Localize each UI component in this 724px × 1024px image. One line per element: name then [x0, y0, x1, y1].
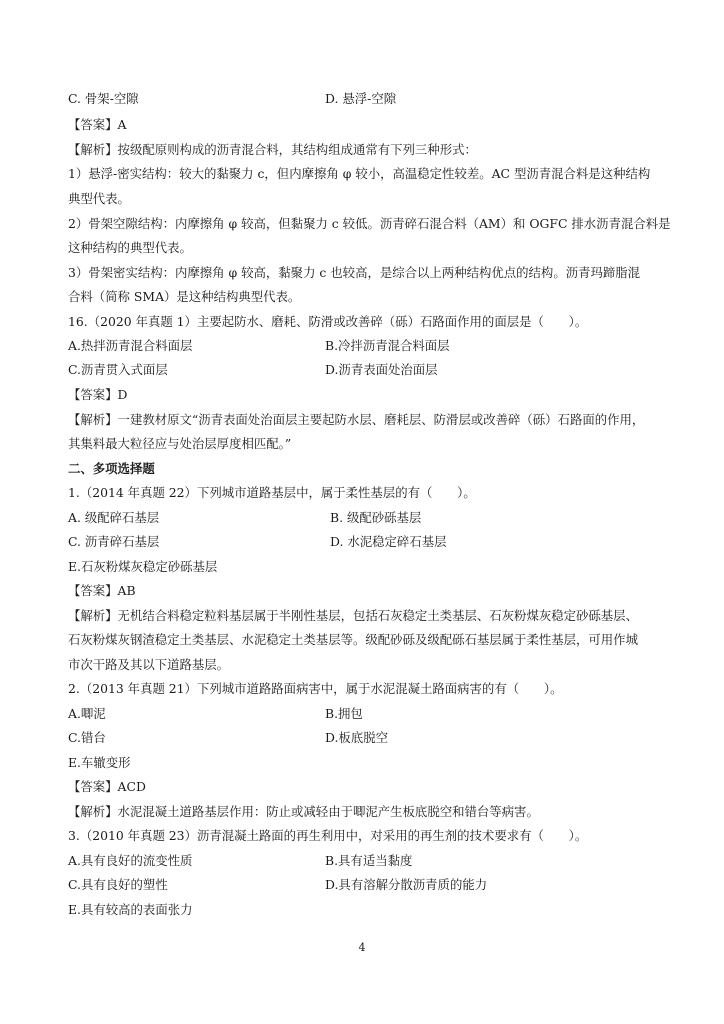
m2-option-d: D.板底脱空	[325, 730, 388, 745]
m1-analysis-line: 市次干路及其以下道路基层。	[68, 657, 230, 672]
m3-option-b: B.具有适当黏度	[325, 853, 413, 868]
q15-analysis-line: 典型代表。	[68, 191, 130, 206]
m1-answer: 【答案】AB	[68, 583, 136, 598]
q16-option-a: A.热拌沥青混合料面层	[68, 338, 193, 353]
m1-analysis-line: 【解析】无机结合料稳定粒料基层属于半刚性基层，包括石灰稳定土类基层、石灰粉煤灰稳定砂砾基层、	[68, 608, 638, 623]
m1-analysis-line: 石灰粉煤灰钢渣稳定土类基层、水泥稳定土类基层等。级配砂砾及级配砾石基层属于柔性基层，可用作城	[68, 632, 638, 647]
m3-stem: 3.（2010 年真题 23）沥青混凝土路面的再生利用中，对采用的再生剂的技术要求有（ ）。	[68, 828, 588, 843]
m2-option-c: C.错台	[68, 730, 106, 745]
m2-option-b: B.拥包	[325, 706, 363, 721]
q16-stem: 16.（2020 年真题 1）主要起防水、磨耗、防滑或改善碎（砾）石路面作用的面层是（ ）。	[68, 314, 588, 329]
q15-analysis-line: 合料（简称 SMA）是这种结构典型代表。	[68, 289, 301, 304]
m2-answer: 【答案】ACD	[68, 779, 146, 794]
q15-answer: 【答案】A	[68, 117, 127, 132]
q15-analysis-line: 1）悬浮-密实结构：较大的黏聚力 c，但内摩擦角 φ 较小，高温稳定性较差。AC 型沥青混合料是这种结构	[68, 166, 651, 181]
q16-analysis-line: 【解析】一建教材原文“沥青表面处治面层主要起防水层、磨耗层、防滑层或改善碎（砾）石路面的作用，	[68, 412, 645, 427]
page-number: 4	[358, 941, 366, 954]
q15-analysis-line: 2）骨架空隙结构：内摩擦角 φ 较高，但黏聚力 c 较低。沥青碎石混合料（AM）和 OGFC 排水沥青混合料是	[68, 216, 671, 231]
m3-option-c: C.具有良好的塑性	[68, 877, 168, 892]
q15-analysis-line: 3）骨架密实结构：内摩擦角 φ 较高，黏聚力 c 也较高，是综合以上两种结构优点的结构。沥青玛蹄脂混	[68, 265, 641, 280]
m1-option-b: B. 级配砂砾基层	[330, 510, 422, 525]
m1-option-a: A. 级配碎石基层	[68, 510, 160, 525]
m1-option-e: E.石灰粉煤灰稳定砂砾基层	[68, 559, 218, 574]
m2-option-e: E.车辙变形	[68, 755, 131, 770]
m1-option-d: D. 水泥稳定碎石基层	[330, 534, 447, 549]
q15-analysis-line: 【解析】按级配原则构成的沥青混合料，其结构组成通常有下列三种形式：	[68, 142, 477, 157]
q15-option-d: D. 悬浮-空隙	[325, 91, 397, 106]
m3-option-a: A.具有良好的流变性质	[68, 853, 193, 868]
m2-analysis-line: 【解析】水泥混凝土道路基层作用：防止或减轻由于唧泥产生板底脱空和错台等病害。	[68, 804, 539, 819]
m2-option-a: A.唧泥	[68, 706, 106, 721]
section-title: 二、多项选择题	[68, 461, 155, 476]
q16-option-c: C.沥青贯入式面层	[68, 362, 168, 377]
q15-analysis-line: 这种结构的典型代表。	[68, 240, 192, 255]
q16-analysis-line: 其集料最大粒径应与处治层厚度相匹配。”	[68, 436, 292, 451]
m2-stem: 2.（2013 年真题 21）下列城市道路路面病害中，属于水泥混凝土路面病害的有（ ）。	[68, 681, 563, 696]
m3-option-d: D.具有溶解分散沥青质的能力	[325, 877, 488, 892]
q15-option-c: C. 骨架-空隙	[68, 91, 139, 106]
q16-option-b: B.冷拌沥青混合料面层	[325, 338, 450, 353]
q16-answer: 【答案】D	[68, 387, 128, 402]
m1-option-c: C. 沥青碎石基层	[68, 534, 160, 549]
m3-option-e: E.具有较高的表面张力	[68, 902, 193, 917]
q16-option-d: D.沥青表面处治面层	[325, 362, 438, 377]
m1-stem: 1.（2014 年真题 22）下列城市道路基层中，属于柔性基层的有（ ）。	[68, 485, 476, 500]
